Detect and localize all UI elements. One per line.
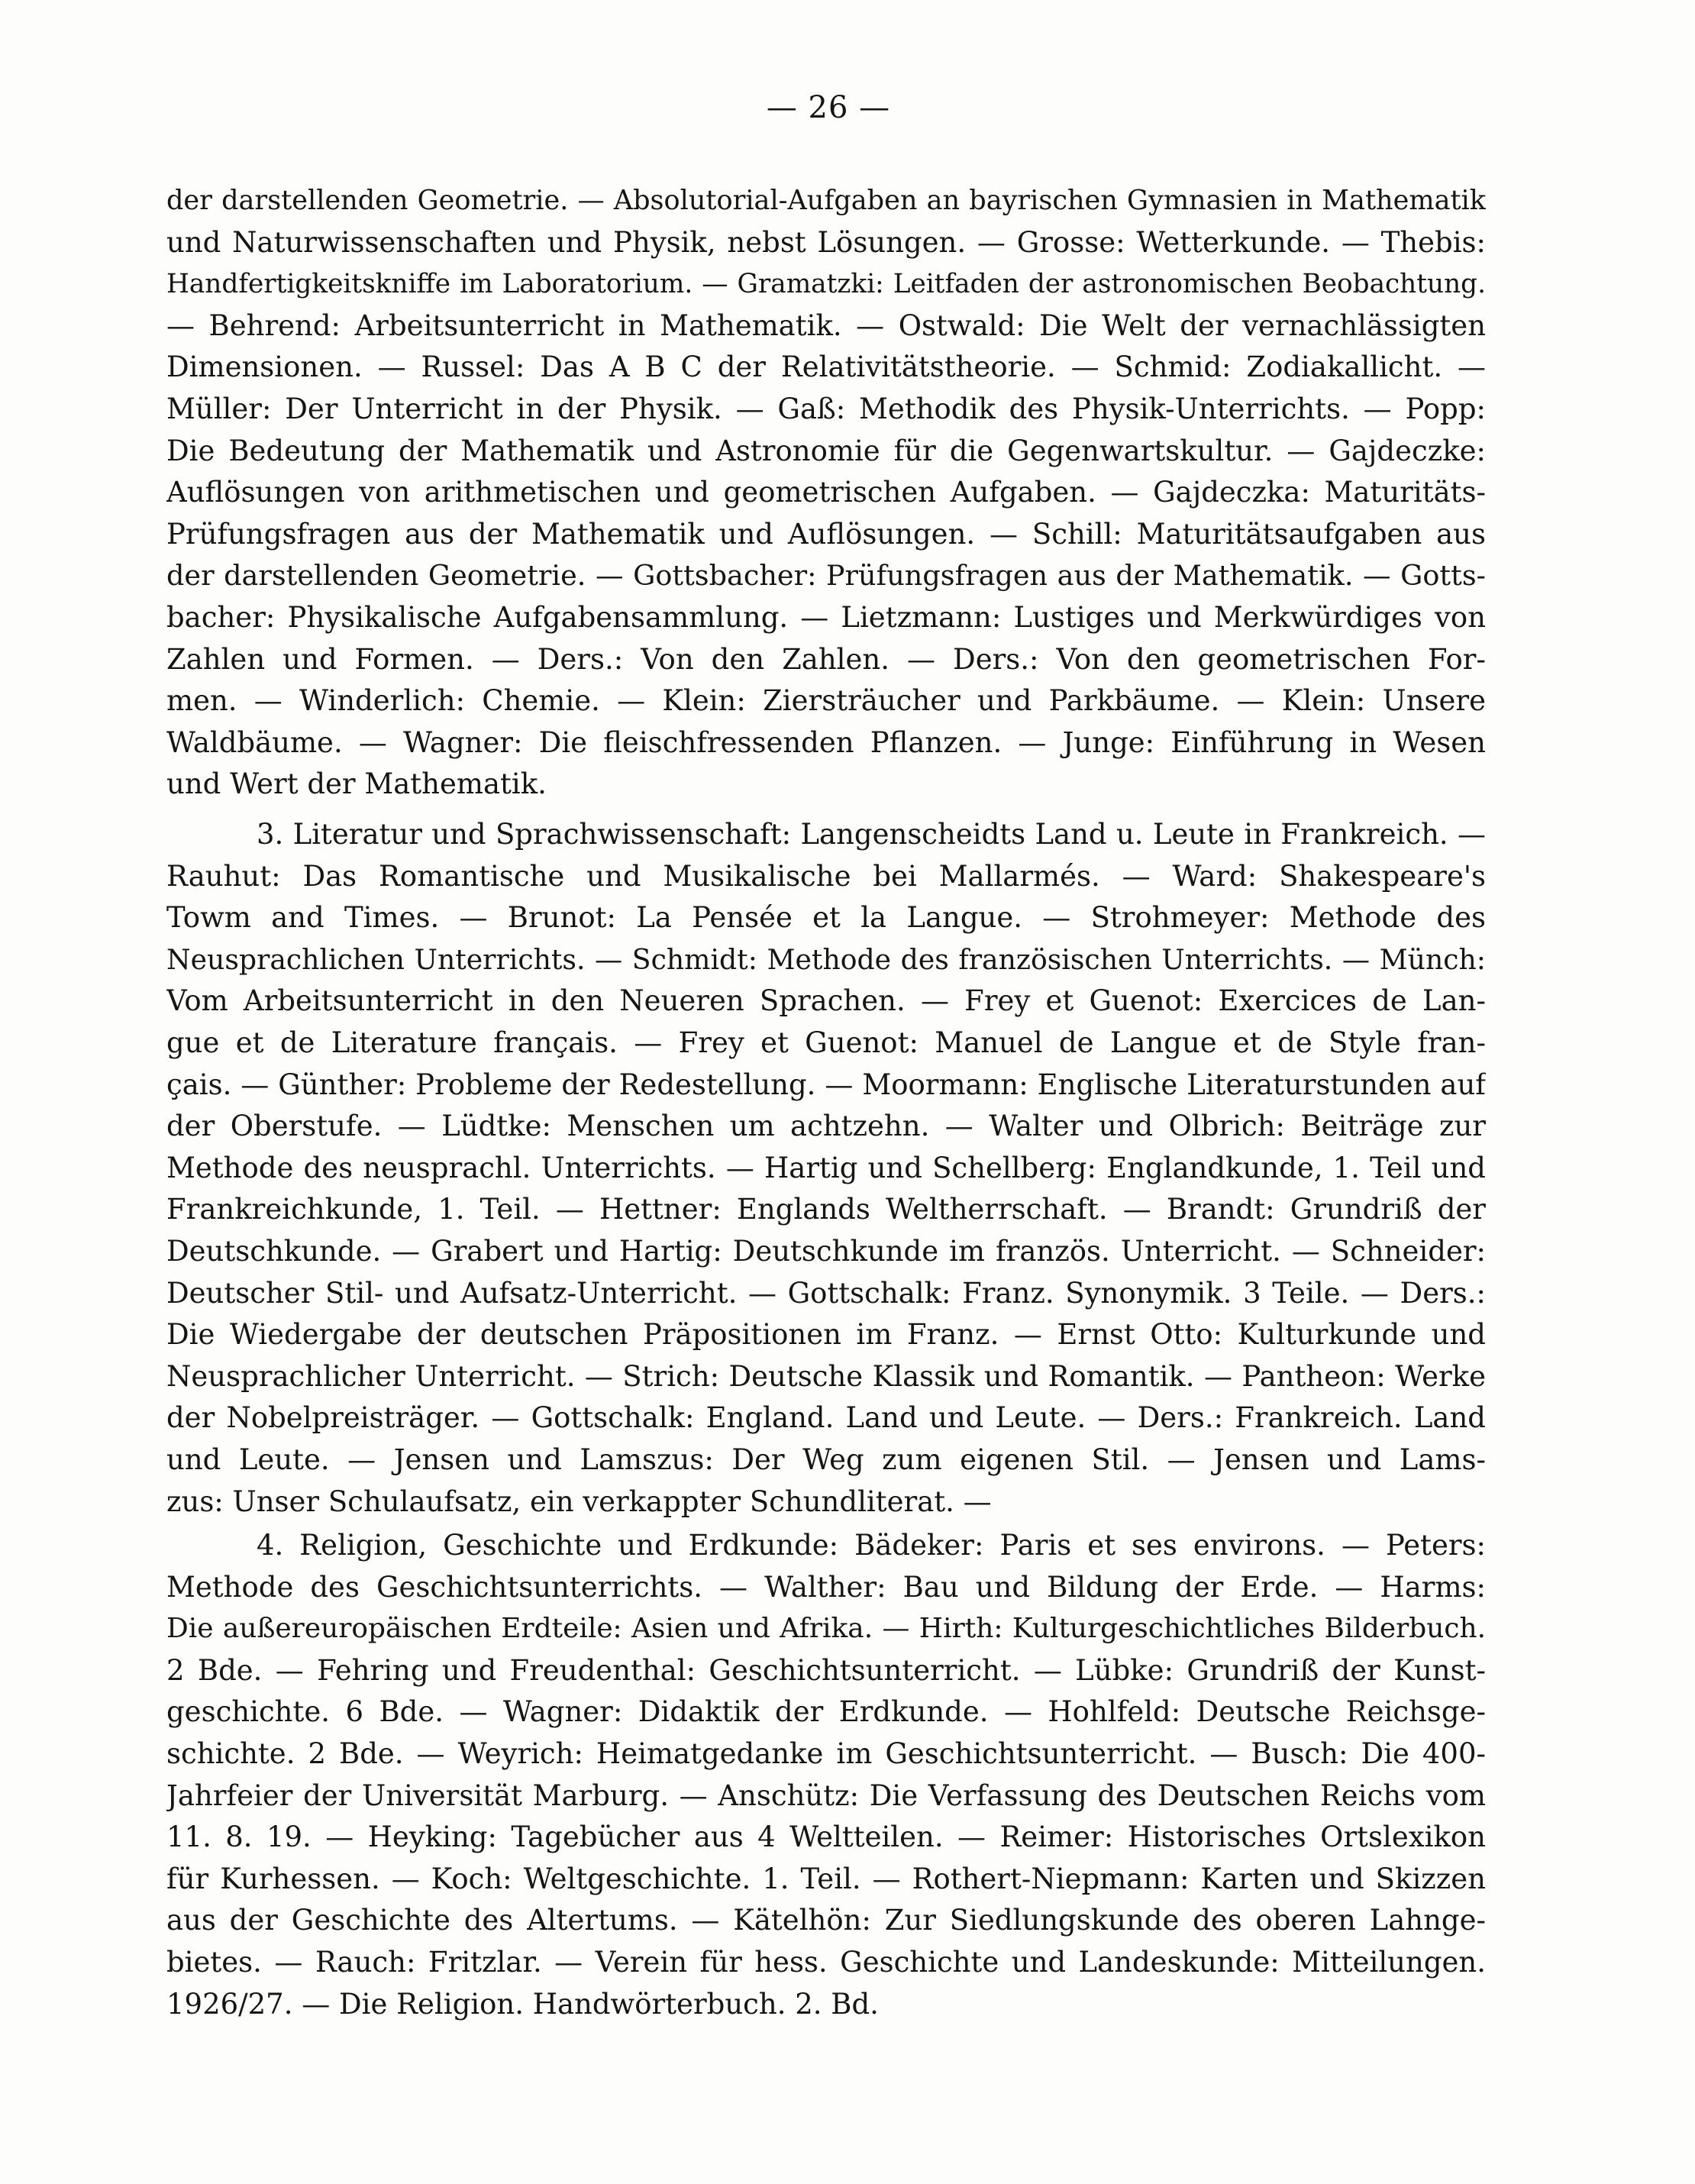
text-line: Jahrfeier der Universität Marburg. — Anschütz: Die Verfassung des Deutschen Reichs vom [166,1779,1486,1812]
text-line: men. — Winderlich: Chemie. — Klein: Ziersträucher und Parkbäume. — Klein: Unsere [166,684,1486,718]
text-line: der Nobelpreisträger. — Gottschalk: England. Land und Leute. — Ders.: Frankreich. Land [166,1401,1486,1435]
text-line: 1926/27. — Die Religion. Handwörterbuch. 2. Bd. [166,1987,879,2021]
text-line: der darstellenden Geometrie. — Gottsbacher: Prüfungsfragen aus der Mathematik. — Gotts- [166,559,1486,593]
section-heading-line: 4. Religion, Geschichte und Erdkunde: Bädeker: Paris et ses environs. — Peters: [257,1529,1486,1562]
text-line: Methode des Geschichtsunterrichts. — Walther: Bau und Bildung der Erde. — Harms: [166,1570,1486,1604]
section-religion-history-geography [166,1525,1486,2025]
text-line: — Behrend: Arbeitsunterricht in Mathematik. — Ostwald: Die Welt der vernachlässigten [166,309,1486,342]
text-line: Die Wiedergabe der deutschen Präpositionen im Franz. — Ernst Otto: Kulturkunde und [166,1318,1486,1352]
text-line: Die Bedeutung der Mathematik und Astronomie für die Gegenwartskultur. — Gajdeczke: [166,434,1486,467]
text-line: zus: Unser Schulaufsatz, ein verkappter Schundliterat. — [166,1485,992,1518]
text-line: Handfertigkeitskniffe im Laboratorium. — Gramatzki: Leitfaden der astronomischen Beobachtung. [166,269,1486,300]
text-line: 2 Bde. — Fehring und Freudenthal: Geschichtsunterricht. — Lübke: Grundriß der Kunst- [166,1653,1486,1687]
text-line: Vom Arbeitsunterricht in den Neueren Sprachen. — Frey et Guenot: Exercices de Lan- [166,984,1486,1018]
text-line: schichte. 2 Bde. — Weyrich: Heimatgedanke im Geschichtsunterricht. — Busch: Die 400- [166,1737,1486,1770]
text-line: der darstellenden Geometrie. — Absolutorial-Aufgaben an bayrischen Gymnasien in Mathematik [166,185,1486,216]
section-literature-language [166,814,1486,1523]
text-line: und Leute. — Jensen und Lamszus: Der Weg zum eigenen Stil. — Jensen und Lams- [166,1443,1486,1476]
text-line: Frankreichkunde, 1. Teil. — Hettner: Englands Weltherrschaft. — Brandt: Grundriß der [166,1193,1486,1226]
text-line: für Kurhessen. — Koch: Weltgeschichte. 1. Teil. — Rothert-Niepmann: Karten und Skizzen [166,1862,1486,1895]
section-heading-line: 3. Literatur und Sprachwissenschaft: Langenscheidts Land u. Leute in Frankreich. — [257,818,1486,851]
text-line: und Wert der Mathematik. [166,767,547,801]
page-number: — 26 — [766,90,891,125]
text-line: çais. — Günther: Probleme der Redestellung. — Moormann: Englische Literaturstunden auf [166,1068,1486,1101]
text-line: Neusprachlichen Unterrichts. — Schmidt: Methode des französischen Unterrichts. — Münch: [166,942,1486,976]
text-line: 11. 8. 19. — Heyking: Tagebücher aus 4 Weltteilen. — Reimer: Historisches Ortslexikon [166,1821,1486,1854]
text-line: und Naturwissenschaften und Physik, nebst Lösungen. — Grosse: Wetterkunde. — Thebis: [166,225,1486,259]
text-line: der Oberstufe. — Lüdtke: Menschen um achtzehn. — Walter und Olbrich: Beiträge zur [166,1110,1486,1143]
text-line: Prüfungsfragen aus der Mathematik und Auflösungen. — Schill: Maturitätsaufgaben aus [166,517,1486,551]
text-line: Methode des neusprachl. Unterrichts. — Hartig und Schellberg: Englandkunde, 1. Teil und [166,1151,1486,1184]
text-line: geschichte. 6 Bde. — Wagner: Didaktik der Erdkunde. — Hohlfeld: Deutsche Reichsge- [166,1695,1486,1729]
text-line: Neusprachlicher Unterricht. — Strich: Deutsche Klassik und Romantik. — Pantheon: Werke [166,1359,1486,1393]
text-line: Rauhut: Das Romantische und Musikalische bei Mallarmés. — Ward: Shakespeare's [166,859,1486,893]
text-line: Towm and Times. — Brunot: La Pensée et la Langue. — Strohmeyer: Methode des [166,901,1486,935]
text-line: Müller: Der Unterricht in der Physik. — Gaß: Methodik des Physik-Unterrichts. — Popp: [166,392,1486,425]
text-line: Deutscher Stil- und Aufsatz-Unterricht. — Gottschalk: Franz. Synonymik. 3 Teile. — Ders.: [166,1276,1486,1310]
text-line: Die außereuropäischen Erdteile: Asien und Afrika. — Hirth: Kulturgeschichtliches Bilderbuch. [166,1613,1486,1645]
text-line: bacher: Physikalische Aufgabensammlung. — Lietzmann: Lustiges und Merkwürdiges von [166,600,1486,634]
text-line: gue et de Literature français. — Frey et Guenot: Manuel de Langue et de Style fran- [166,1026,1486,1059]
text-line: Waldbäume. — Wagner: Die fleischfressenden Pflanzen. — Junge: Einführung in Wesen [166,725,1486,759]
text-line: Auflösungen von arithmetischen und geometrischen Aufgaben. — Gajdeczka: Maturitäts- [166,476,1486,509]
section-math-physics-continued [166,180,1486,806]
text-line: aus der Geschichte des Altertums. — Kätelhön: Zur Siedlungskunde des oberen Lahnge- [166,1904,1486,1937]
text-line: bietes. — Rauch: Fritzlar. — Verein für hess. Geschichte und Landeskunde: Mitteilungen. [166,1945,1486,1979]
text-line: Deutschkunde. — Grabert und Hartig: Deutschkunde im französ. Unterricht. — Schneider: [166,1234,1486,1268]
text-line: Dimensionen. — Russel: Das A B C der Relativitätstheorie. — Schmid: Zodiakallicht. — [166,351,1486,384]
text-line: Zahlen und Formen. — Ders.: Von den Zahlen. — Ders.: Von den geometrischen For- [166,642,1486,676]
